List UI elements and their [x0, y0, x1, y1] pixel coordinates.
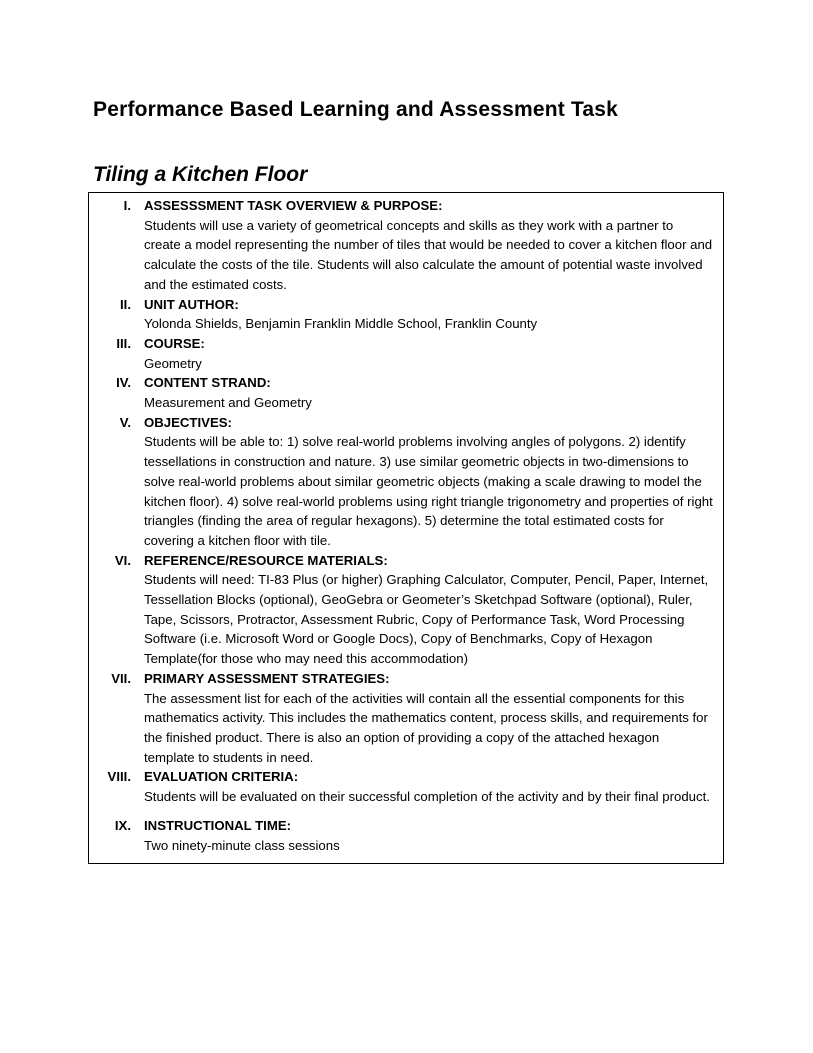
section-heading: INSTRUCTIONAL TIME: [144, 817, 292, 833]
section-body: Two ninety-minute class sessions [144, 837, 340, 853]
section-content [144, 196, 713, 295]
section-heading: PRIMARY ASSESSMENT STRATEGIES: [144, 670, 390, 686]
section-body: Students will be able to: 1) solve real-world problems involving angles of polygons. 2) identify tessellations in construction and nature. 3) use similar geometric objects in two-dimensions to solve real-world problems about similar geometric objects (making a scale drawing to model the kitchen floor). 4) solve real-world problems using right triangle trigonometry and properties of right triangles (finding the area of regular hexagons). 5) determine the total estimated costs for covering a kitchen floor with tile. [144, 434, 713, 548]
section-numeral: VIII. [107, 769, 131, 785]
section-body: Yolonda Shields, Benjamin Franklin Middle School, Franklin County [144, 316, 538, 332]
section-heading: COURSE: [144, 335, 205, 351]
section-numeral: VII. [111, 670, 131, 686]
section-row-unit-author [89, 295, 723, 334]
section-heading: CONTENT STRAND: [144, 375, 271, 391]
section-heading: EVALUATION CRITERIA: [144, 769, 299, 785]
section-content [144, 373, 713, 412]
section-row-course [89, 334, 723, 373]
section-row-content-strand [89, 373, 723, 412]
section-numeral: IX. [114, 817, 131, 833]
section-row-objectives [89, 413, 723, 551]
section-numeral: VI. [114, 552, 131, 568]
section-body: Students will use a variety of geometrical concepts and skills as they work with a partner to create a model representing the number of tiles that would be needed to cover a kitchen floor and calculate the costs of the tile. Students will also calculate the amount of potential waste involved and the estimated costs. [144, 217, 713, 292]
section-numeral: I. [123, 198, 131, 213]
section-content [144, 295, 713, 334]
section-content [144, 413, 713, 551]
section-content [144, 551, 713, 669]
section-numeral: III. [116, 335, 131, 351]
task-overview-table [88, 192, 724, 864]
section-row-evaluation-criteria [89, 767, 723, 806]
page-title: Performance Based Learning and Assessment Task [93, 98, 619, 121]
section-row-instructional-time [89, 816, 723, 855]
section-body: The assessment list for each of the activities will contain all the essential components for this mathematics activity. This includes the mathematics content, process skills, and requirements for the finished product. There is also an option of providing a copy of the attached hexagon template to students in need. [144, 690, 708, 765]
section-row-reference-materials [89, 551, 723, 669]
section-row-assessment-strategies [89, 669, 723, 768]
section-heading: UNIT AUTHOR: [144, 296, 239, 312]
section-content [144, 816, 713, 855]
section-heading: OBJECTIVES: [144, 414, 232, 430]
section-heading: ASSESSSMENT TASK OVERVIEW & PURPOSE: [144, 198, 443, 213]
section-numeral: II. [120, 296, 131, 312]
section-body: Students will need: TI-83 Plus (or higher) Graphing Calculator, Computer, Pencil, Paper, Internet, Tessellation Blocks (optional), GeoGebra or Geometer’s Sketchpad Software (optional), Ruler, Tape, Scissors, Protractor, Assessment Rubric, Copy of Performance Task, Word Processing Software (i.e. Microsoft Word or Google Docs), Copy of Benchmarks, Copy of Hexagon Template(for those who may need this accommodation) [144, 572, 709, 667]
section-numeral: IV. [116, 375, 131, 391]
section-body: Geometry [144, 355, 202, 371]
section-body: Students will be evaluated on their successful completion of the activity and by their final product. [144, 789, 710, 805]
section-body: Measurement and Geometry [144, 395, 312, 411]
doc-subtitle: Tiling a Kitchen Floor [93, 163, 308, 186]
section-content [144, 669, 713, 768]
section-heading: REFERENCE/RESOURCE MATERIALS: [144, 552, 388, 568]
section-row-overview-purpose [89, 196, 723, 295]
section-content [144, 767, 713, 806]
section-content [144, 334, 713, 373]
section-numeral: V. [119, 414, 131, 430]
